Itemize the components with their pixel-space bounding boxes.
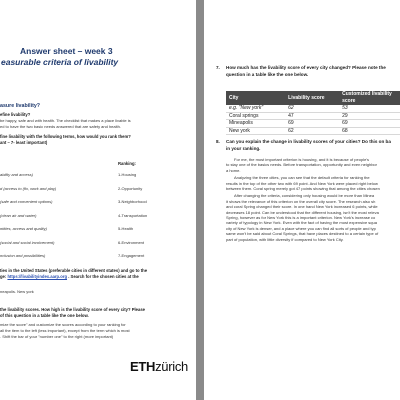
table-cell: 68	[339, 127, 400, 135]
answer-text-line: results in the top of the other two with 69 point. And New York were placed right below	[226, 180, 378, 186]
answer-text-line: variety of typology in New York. Even with the fact of having the most expensive squa	[226, 220, 377, 226]
table-row	[226, 112, 400, 120]
livability-table	[226, 91, 400, 135]
cities-line2-suffix: . Search for the chosen cities at the	[67, 274, 139, 279]
ranking-header: Ranking:	[118, 161, 136, 166]
instruction-line-3: . Shift the bar of your "number one" to the right (more important)	[0, 334, 114, 339]
answer-text-line: same won't be said about Coral Springs, that have places destined to a certain type of	[226, 231, 379, 237]
chosen-cities: neapolis. New york	[0, 289, 34, 294]
table-cell: 62	[285, 105, 339, 112]
table-cell: Mineapolis	[226, 120, 285, 128]
answer-text-line: to stay one of the basics needs. Before transportation, opportunity and even neighbor	[226, 162, 377, 168]
answer-text-line: decreases 18 point. Can be understood that the different housing, isn't the most releva	[226, 209, 379, 215]
ranking-item: 6-Environment	[118, 239, 145, 245]
ranking-item: 3-Neighborhood	[118, 199, 147, 204]
question-rank-subtitle: ant – 7- least important)	[0, 140, 48, 145]
criterion-item: ability and access)	[0, 172, 33, 177]
table-header-cell: City	[226, 91, 285, 105]
ranking-item: 2-Opportunity	[118, 185, 143, 191]
answer-text-line: For me, the most important criterion is housing, and it is because of people's	[234, 157, 370, 162]
question-score-line-2: of this question in a table like the one below.	[0, 313, 89, 318]
table-row	[226, 127, 400, 135]
document-page-left	[0, 0, 196, 400]
answer-text-line: between them. Coral spring merely got 47 points showing that among the cities chosen	[226, 186, 380, 191]
logo-eth: ETH	[130, 359, 156, 374]
question-score-line-1: the livability scores. How high is the livability score of every city? Please	[0, 307, 145, 312]
criterion-item: ntities, access and quality)	[0, 226, 47, 231]
answer-text-line-1: be happy, safe and with health. The checklist that makes a place livable is	[0, 118, 131, 123]
table-row	[226, 120, 400, 128]
answer-text-line: After changing the criteria, considering only housing would be more than Minea	[234, 193, 375, 199]
eth-zurich-logo	[130, 359, 188, 374]
criterion-item: (safe and convenient options)	[0, 199, 53, 204]
page-title: Answer sheet – week 3	[20, 46, 113, 56]
table-cell: e.g. "New york"	[226, 105, 285, 112]
table-cell: 62	[285, 127, 339, 135]
answer-text-line: city of New York is denser, and a place where you can find all sorts of people and typ	[226, 225, 376, 231]
ranking-item: 1-Housing	[118, 172, 137, 177]
table-header-cell: Customized livability score	[339, 91, 400, 105]
cities-instruction-line-2	[0, 274, 139, 279]
table-cell: 53	[339, 105, 400, 112]
answer-text-line: it shows the relevance of this criterion on the overall city score. The research also sh	[226, 198, 376, 204]
table-body	[226, 105, 400, 135]
table-cell: 29	[339, 112, 400, 120]
question-8-number: 8.	[216, 139, 220, 144]
document-page-right	[204, 0, 400, 400]
table-row	[226, 105, 400, 112]
table-cell: New york	[226, 127, 285, 135]
table-cell: 69	[339, 120, 400, 128]
table-cell: 69	[285, 120, 339, 128]
table-cell: Coral springs	[226, 112, 285, 120]
criterion-item: (clean air and water)	[0, 212, 37, 218]
answer-text-line: a home.	[226, 167, 241, 173]
criterion-item: nclusion and possibilities)	[0, 253, 46, 258]
question-8-line-1: Can you explain the change in livability scores of your cities? Do this on ba	[226, 139, 391, 144]
question-define: efine livability?	[0, 112, 31, 117]
question-rank: fine livability with the following terms, how would you rank them?	[0, 134, 131, 139]
answer-text-line: Spring, however as for New York this is a important criterion. New York's increase co	[226, 215, 376, 220]
cities-instruction-line-1: ties in the United States (preferable cities in different states) and go to the	[0, 268, 148, 273]
answer-text-line: Analyzing the three cities, you can see that the default criteria for ranking the	[234, 175, 370, 181]
criterion-item: d (access to (fix, work and play)	[0, 185, 57, 191]
table-cell: 47	[285, 112, 339, 120]
question-7-number: 7.	[216, 65, 220, 70]
question-7-line-1: How much has the livability score of every city changed? Please note the	[226, 65, 386, 70]
question-8-line-2: in your ranking.	[226, 146, 261, 151]
table-header-row	[226, 91, 400, 105]
ranking-item: 4-Transportation	[118, 212, 148, 218]
answer-text-line: and coral Spring changed their score. In one hand New York increased 6 points, while	[226, 204, 378, 210]
answer-text-line-2: ed to have the two basic needs answered that are safety and health.	[0, 124, 121, 129]
ranking-item: 5-Health	[118, 226, 134, 231]
criterion-item: (social and social involvement)	[0, 239, 55, 245]
answer-text-line: part of population, with little diversity if compared to New York City.	[226, 236, 344, 242]
instruction-line-1: mize the score" and customize the scores according to your ranking for	[0, 322, 126, 327]
question-7-line-2: question in a table like the one below.	[226, 72, 309, 77]
livability-index-link[interactable]: https://livabilityindex.aarp.org	[7, 274, 68, 279]
page-subtitle: easurable criteria of livability	[1, 57, 119, 67]
section-heading-measure: asure livability?	[0, 103, 41, 109]
table-header-cell: Livability score	[285, 91, 339, 105]
logo-zurich: zürich	[155, 359, 188, 374]
ranking-item: 7-Engagement	[118, 253, 145, 258]
cities-line2-prefix: ge:	[0, 274, 8, 279]
instruction-line-2: all the item to the left (less important), except from the term which is most	[0, 328, 130, 333]
